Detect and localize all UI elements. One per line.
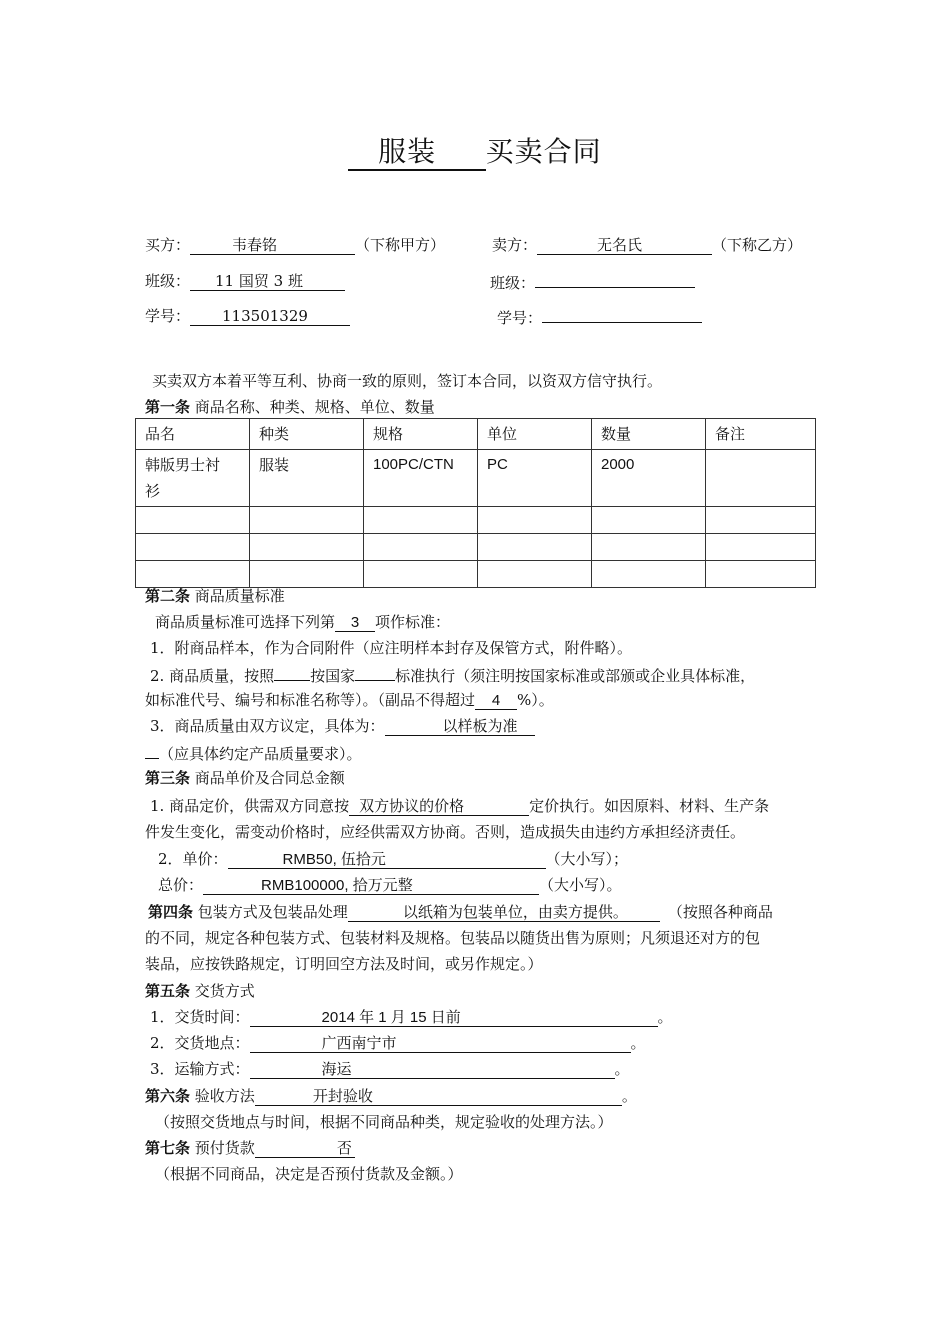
text: （按照各种商品 bbox=[667, 903, 773, 921]
seller-id-field[interactable] bbox=[542, 305, 702, 323]
text: 1. 商品定价，供需双方同意按 bbox=[150, 797, 350, 815]
buyer-label: 买方： bbox=[145, 236, 191, 254]
article-3-item-1 bbox=[150, 795, 769, 816]
total-price-field[interactable]: RMB100000, 拾万元整 bbox=[203, 877, 539, 895]
article-number: 第五条 bbox=[145, 982, 191, 1000]
cell-product-name[interactable]: 韩版男士衬衫 bbox=[136, 450, 250, 507]
cell-unit[interactable]: PC bbox=[478, 450, 592, 507]
article-4-line-3: 装品，应按铁路规定，订明回空方法及时间，或另作规定。） bbox=[145, 955, 543, 973]
text: 2. 商品质量，按照 bbox=[150, 667, 275, 685]
delivery-place-label: 2．交货地点： bbox=[150, 1034, 250, 1052]
empty-cell[interactable] bbox=[136, 507, 250, 534]
empty-cell[interactable] bbox=[592, 561, 706, 588]
total-price-label: 总价： bbox=[158, 876, 204, 894]
article-title: 预付货款 bbox=[194, 1139, 255, 1157]
empty-cell[interactable] bbox=[706, 561, 816, 588]
delivery-place-field[interactable]: 广西南宁市 bbox=[250, 1035, 631, 1053]
text: 商品质量标准可选择下列第 bbox=[155, 613, 336, 631]
empty-cell[interactable] bbox=[478, 507, 592, 534]
empty-cell[interactable] bbox=[478, 561, 592, 588]
goods-table bbox=[135, 418, 816, 588]
packaging-field[interactable]: 以纸箱为包装单位，由卖方提供。 bbox=[348, 904, 660, 922]
article-6-note: （按照交货地点与时间，根据不同商品种类，规定验收的处理方法。） bbox=[155, 1113, 613, 1131]
text: 。 bbox=[630, 1034, 646, 1052]
seller-name-field[interactable]: 无名氏 bbox=[537, 237, 712, 255]
article-2-item-1: 1．附商品样本，作为合同附件（应注明样本封存及保管方式，附件略）。 bbox=[150, 639, 633, 657]
empty-cell[interactable] bbox=[706, 507, 816, 534]
text: 按国家 bbox=[310, 667, 356, 685]
column-header: 品名 bbox=[136, 419, 250, 450]
article-2-item-2-cont bbox=[145, 689, 554, 710]
standard-choice-field[interactable]: 3 bbox=[335, 614, 375, 632]
empty-cell[interactable] bbox=[250, 507, 364, 534]
text: （大小写）。 bbox=[539, 876, 622, 894]
article-title: 包装方式及包装品处理 bbox=[197, 903, 348, 921]
cell-remark[interactable] bbox=[706, 450, 816, 507]
seller-id-line bbox=[497, 305, 702, 328]
seller-id-label: 学号： bbox=[497, 309, 543, 327]
article-number: 第二条 bbox=[145, 587, 191, 605]
text: 标准执行（须注明按国家标准或部颁或企业具体标准， bbox=[395, 667, 756, 685]
buyer-id-field[interactable]: 113501329 bbox=[190, 308, 350, 326]
preamble: 买卖双方本着平等互利、协商一致的原则，签订本合同，以资双方信守执行。 bbox=[152, 372, 663, 390]
table-row bbox=[136, 450, 816, 507]
defect-limit-field[interactable]: 4 bbox=[475, 692, 517, 710]
seller-line bbox=[492, 234, 802, 255]
text: （应具体约定产品质量要求）。 bbox=[159, 745, 362, 763]
contract-title bbox=[0, 130, 950, 171]
unit-price-line bbox=[158, 848, 628, 869]
unit-price-field[interactable]: RMB50, 伍拾元 bbox=[228, 851, 546, 869]
buyer-name-field[interactable]: 韦春铭 bbox=[190, 237, 355, 255]
inspection-method-field[interactable]: 开封验收 bbox=[255, 1088, 622, 1106]
quality-agreement-field[interactable]: 以样板为准 bbox=[385, 718, 535, 736]
table-row bbox=[136, 561, 816, 588]
text: 。 bbox=[614, 1060, 630, 1078]
article-title: 商品名称、种类、规格、单位、数量 bbox=[194, 398, 435, 416]
title-product-field[interactable]: 服装 bbox=[348, 135, 485, 171]
standard-field-1[interactable] bbox=[274, 663, 310, 681]
article-number: 第六条 bbox=[145, 1087, 191, 1105]
text: 3．商品质量由双方议定，具体为： bbox=[150, 717, 385, 735]
buyer-id-label: 学号： bbox=[145, 307, 191, 325]
empty-cell[interactable] bbox=[364, 534, 478, 561]
article-6-line bbox=[145, 1085, 637, 1106]
seller-label: 卖方： bbox=[492, 236, 538, 254]
text: （大小写）； bbox=[545, 850, 629, 868]
text: 项作标准： bbox=[375, 613, 451, 631]
seller-class-line bbox=[490, 270, 695, 293]
table-row bbox=[136, 507, 816, 534]
column-header: 种类 bbox=[250, 419, 364, 450]
column-header: 数量 bbox=[592, 419, 706, 450]
article-4-line-1 bbox=[148, 901, 773, 922]
article-number: 第四条 bbox=[148, 903, 194, 921]
empty-cell[interactable] bbox=[250, 534, 364, 561]
column-header: 单位 bbox=[478, 419, 592, 450]
article-number: 第三条 bbox=[145, 769, 191, 787]
article-5-heading bbox=[145, 980, 255, 1001]
article-2-intro bbox=[155, 611, 450, 632]
buyer-class-label: 班级： bbox=[145, 272, 191, 290]
underline bbox=[145, 741, 159, 759]
seller-class-label: 班级： bbox=[490, 274, 536, 292]
cell-quantity[interactable]: 2000 bbox=[592, 450, 706, 507]
article-2-heading bbox=[145, 585, 285, 606]
text: 。 bbox=[621, 1087, 637, 1105]
text: 定价执行。如因原料、材料、生产条 bbox=[529, 797, 770, 815]
unit-price-label: 2．单价： bbox=[158, 850, 228, 868]
title-suffix: 买卖合同 bbox=[485, 135, 602, 168]
article-1-heading bbox=[145, 396, 435, 417]
delivery-time-field[interactable]: 2014 年 1 月 15 日前 bbox=[250, 1009, 658, 1027]
empty-cell[interactable] bbox=[136, 534, 250, 561]
article-title: 验收方法 bbox=[194, 1087, 255, 1105]
text: 如标准代号、编号和标准名称等）。（副品不得超过 bbox=[145, 691, 476, 709]
text: 。 bbox=[657, 1008, 673, 1026]
empty-cell[interactable] bbox=[592, 507, 706, 534]
column-header: 规格 bbox=[364, 419, 478, 450]
article-3-item-1-cont: 件发生变化，需变动价格时，应经供需双方协商。否则，造成损失由违约方承担经济责任。 bbox=[145, 823, 746, 841]
article-3-heading bbox=[145, 767, 345, 788]
article-title: 交货方式 bbox=[194, 982, 255, 1000]
buyer-id-line bbox=[145, 305, 350, 326]
table-header-row bbox=[136, 419, 816, 450]
table-row bbox=[136, 534, 816, 561]
column-header: 备注 bbox=[706, 419, 816, 450]
article-7-note: （根据不同商品，决定是否预付货款及金额。） bbox=[155, 1165, 463, 1183]
transport-line bbox=[150, 1058, 630, 1079]
empty-cell[interactable] bbox=[364, 507, 478, 534]
article-2-item-2 bbox=[150, 663, 755, 686]
article-4-line-2: 的不同，规定各种包装方式、包装材料及规格。包装品以随货出售为原则；凡须退还对方的包 bbox=[145, 929, 761, 947]
buyer-line bbox=[145, 234, 445, 255]
empty-cell[interactable] bbox=[706, 534, 816, 561]
buyer-class-line bbox=[145, 270, 345, 291]
seller-class-field[interactable] bbox=[535, 270, 695, 288]
delivery-time-line bbox=[150, 1006, 673, 1027]
delivery-time-label: 1．交货时间： bbox=[150, 1008, 250, 1026]
total-price-line bbox=[158, 874, 622, 895]
article-title: 商品质量标准 bbox=[194, 587, 285, 605]
empty-cell[interactable] bbox=[250, 561, 364, 588]
article-7-line bbox=[145, 1137, 355, 1158]
text: %）。 bbox=[517, 691, 554, 709]
transport-label: 3．运输方式： bbox=[150, 1060, 250, 1078]
prepayment-field[interactable]: 否 bbox=[255, 1140, 355, 1158]
transport-field[interactable]: 海运 bbox=[250, 1061, 615, 1079]
empty-cell[interactable] bbox=[364, 561, 478, 588]
cell-category[interactable]: 服装 bbox=[250, 450, 364, 507]
standard-field-2[interactable] bbox=[355, 663, 395, 681]
pricing-basis-field[interactable]: 双方协议的价格 bbox=[349, 798, 529, 816]
seller-note: （下称乙方） bbox=[712, 236, 803, 254]
article-number: 第一条 bbox=[145, 398, 191, 416]
empty-cell[interactable] bbox=[592, 534, 706, 561]
article-2-item-3-cont bbox=[145, 741, 362, 764]
article-2-item-3 bbox=[150, 715, 535, 736]
cell-spec[interactable]: 100PC/CTN bbox=[364, 450, 478, 507]
empty-cell[interactable] bbox=[136, 561, 250, 588]
buyer-class-field[interactable]: 11 国贸 3 班 bbox=[190, 273, 345, 291]
article-number: 第七条 bbox=[145, 1139, 191, 1157]
article-title: 商品单价及合同总金额 bbox=[194, 769, 345, 787]
delivery-place-line bbox=[150, 1032, 646, 1053]
empty-cell[interactable] bbox=[478, 534, 592, 561]
buyer-note: （下称甲方） bbox=[355, 236, 446, 254]
